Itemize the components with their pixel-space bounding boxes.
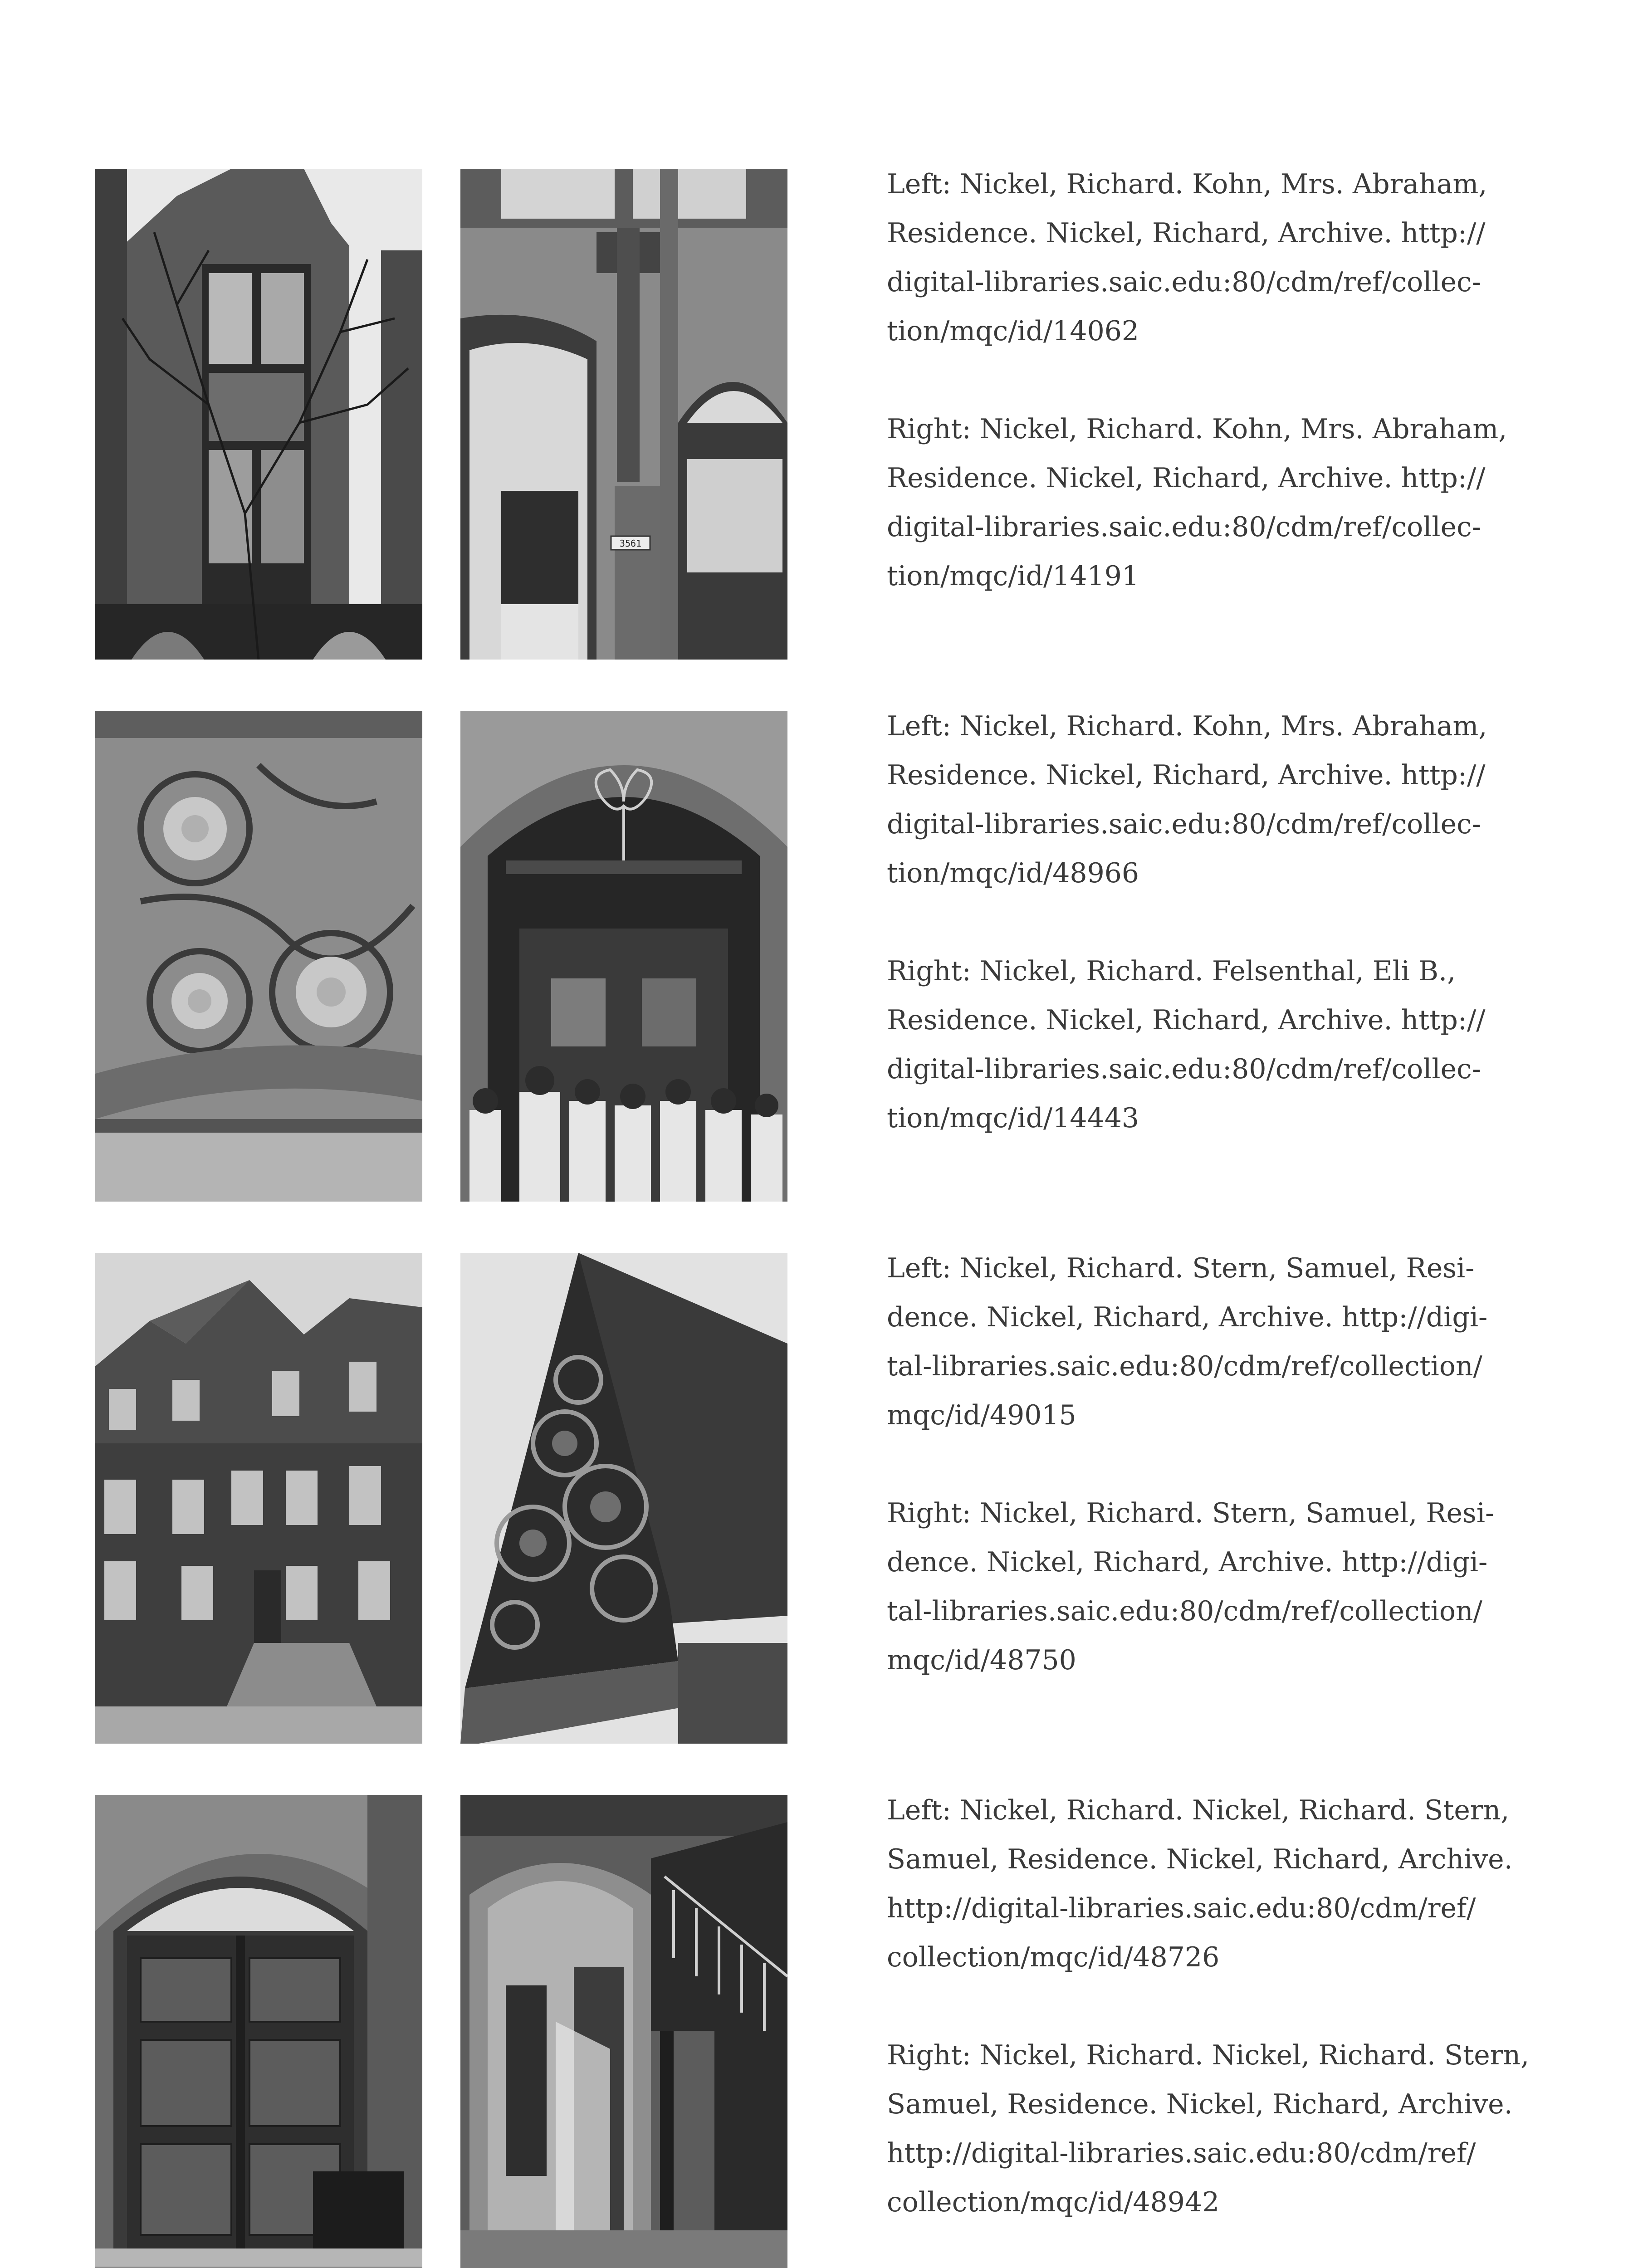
caption-row-4-left: Left: Nickel, Richard. Nickel, Richard. Stern, Samuel, Residence. Nickel, Richard, Archive. http://digital-libraries.saic.edu:80/cdm/ref/ collection/mqc/id/48726 — [887, 1794, 1513, 1973]
photo-brick-residence-exterior — [95, 1253, 422, 1744]
photo-ornate-gable-peak — [460, 1253, 787, 1744]
caption-row-1-left: Left: Nickel, Richard. Kohn, Mrs. Abraham, Residence. Nickel, Richard, Archive. http:// digital-libraries.saic.edu:80/cdm/ref/collec- tion/mqc/id/14062 — [887, 168, 1487, 347]
photo-gable-window-with-tree — [95, 169, 422, 660]
caption-row-4-right: Right: Nickel, Richard. Nickel, Richard. Stern, Samuel, Residence. Nickel, Richard, Archive. http://digital-libraries.saic.edu:80/cdm/ref/ collection/mqc/id/48942 — [887, 2039, 1530, 2218]
caption-row-1-right: Right: Nickel, Richard. Kohn, Mrs. Abraham, Residence. Nickel, Richard, Archive. http:// digital-libraries.saic.edu:80/cdm/ref/collec- tion/mqc/id/14191 — [887, 413, 1507, 592]
photo-row-4 — [0, 1795, 1633, 2268]
caption-row-2-left: Left: Nickel, Richard. Kohn, Mrs. Abraham, Residence. Nickel, Richard, Archive. http:// digital-libraries.saic.edu:80/cdm/ref/collec- tion/mqc/id/48966 — [887, 710, 1487, 889]
house-number-plate: 3561 — [619, 538, 642, 549]
photo-row-3 — [0, 1253, 1633, 1744]
photo-row-2 — [0, 711, 1633, 1202]
photo-carved-front-door — [95, 1795, 422, 2268]
photo-interior-stair-hallway — [460, 1795, 787, 2268]
photo-carved-stone-ornament — [95, 711, 422, 1202]
photo-arched-entry-children — [460, 711, 787, 1202]
caption-row-3-left: Left: Nickel, Richard. Stern, Samuel, Resi- dence. Nickel, Richard, Archive. http://digi- tal-libraries.saic.edu:80/cdm/ref/collection/ mqc/id/49015 — [887, 1252, 1488, 1431]
caption-row-2-right: Right: Nickel, Richard. Felsenthal, Eli B., Residence. Nickel, Richard, Archive. http:// digital-libraries.saic.edu:80/cdm/ref/collec- tion/mqc/id/14443 — [887, 955, 1486, 1134]
photo-doorway-arch-3561 — [460, 169, 787, 660]
photo-row-1 — [0, 169, 1633, 660]
caption-row-3-right: Right: Nickel, Richard. Stern, Samuel, Resi- dence. Nickel, Richard, Archive. http://digi- tal-libraries.saic.edu:80/cdm/ref/collection/ mqc/id/48750 — [887, 1497, 1495, 1676]
